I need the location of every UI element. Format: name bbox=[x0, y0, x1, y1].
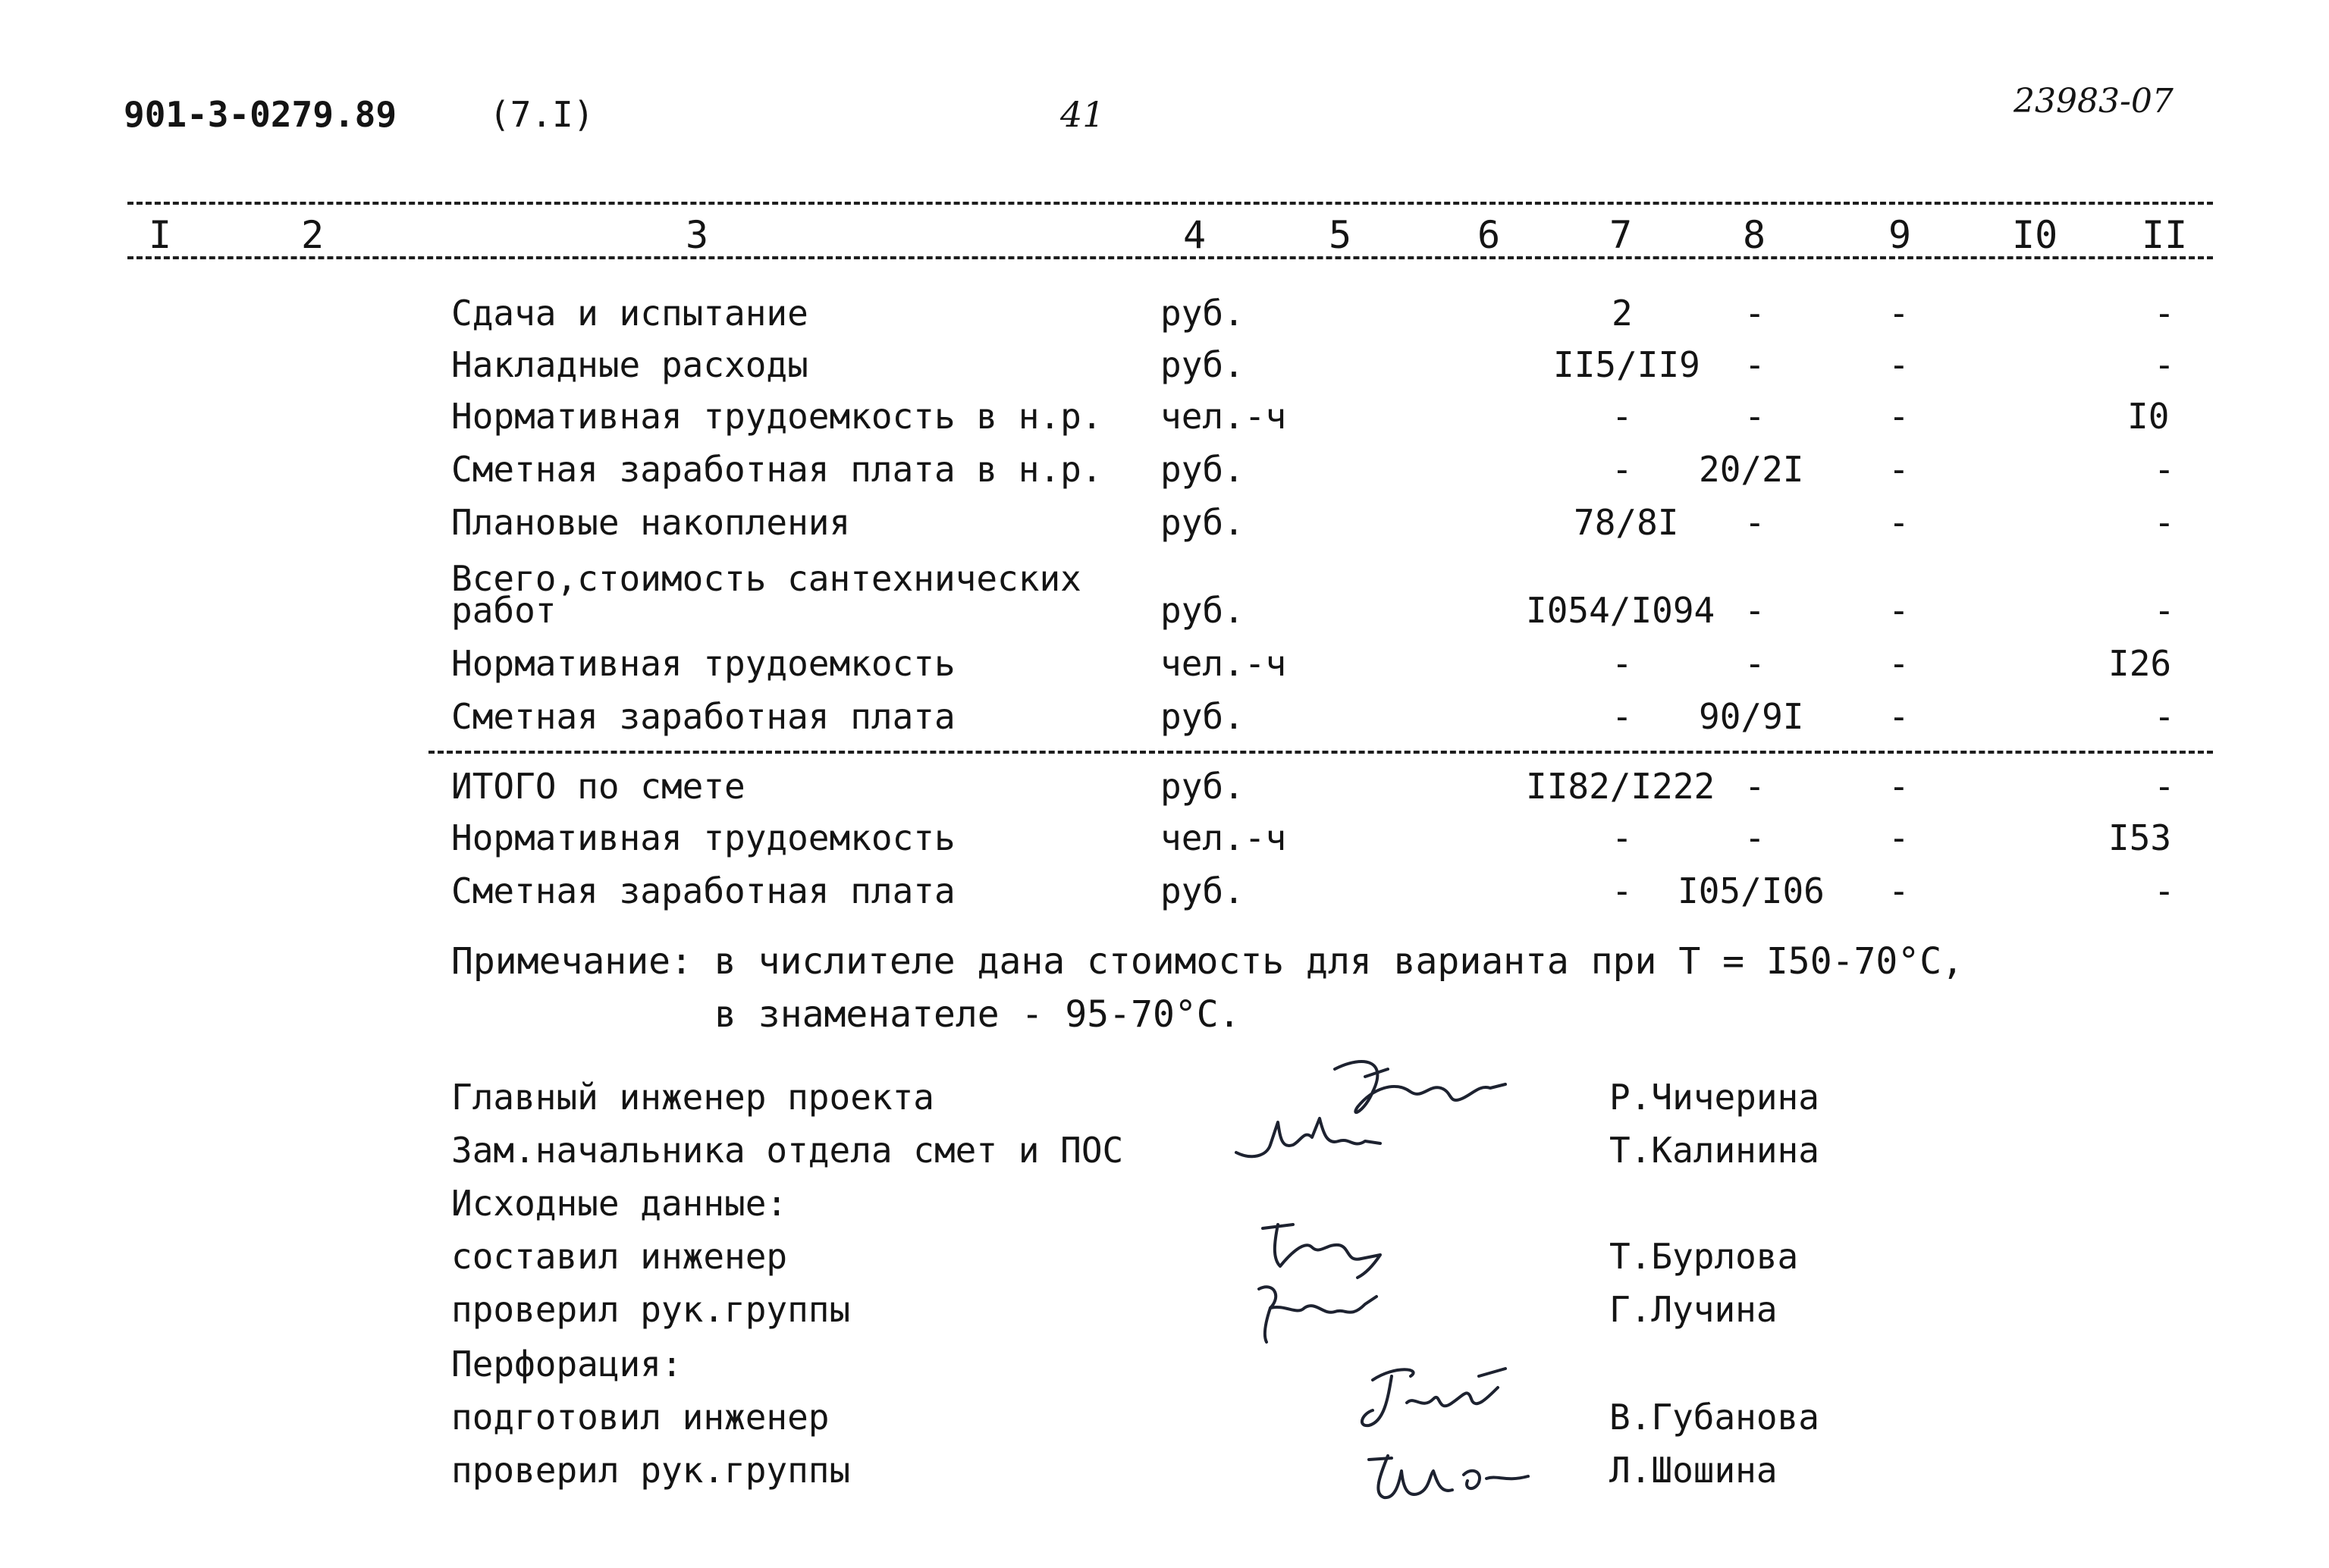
column-number: 6 bbox=[1477, 213, 1501, 257]
prepared-by-role: подготовил инженер bbox=[451, 1397, 830, 1438]
row-col9-value: - bbox=[1888, 696, 1910, 737]
header-bottom-rule bbox=[127, 256, 2213, 259]
column-number: 3 bbox=[686, 213, 709, 257]
row-col8-value: - bbox=[1744, 396, 1766, 437]
deputy-head-name: Т.Калинина bbox=[1609, 1130, 1819, 1171]
compiled-by-role: составил инженер bbox=[451, 1236, 788, 1277]
row-label: Сметная заработная плата в н.р. bbox=[451, 449, 1103, 490]
checked-by-role: проверил рук.группы bbox=[451, 1289, 851, 1330]
row-col8-value: - bbox=[1744, 817, 1766, 858]
header-top-rule bbox=[127, 202, 2213, 205]
row-unit: чел.-ч bbox=[1160, 396, 1287, 437]
table-row bbox=[0, 766, 2329, 814]
table-row bbox=[0, 293, 2329, 341]
row-col11-value: - bbox=[2154, 766, 2175, 807]
section-number: (7.I) bbox=[489, 94, 595, 135]
row-label-continuation: работ bbox=[451, 590, 557, 631]
row-label: Сметная заработная плата bbox=[451, 870, 956, 911]
page-number: 41 bbox=[1060, 94, 1105, 135]
table-row bbox=[0, 449, 2329, 497]
perforation-heading: Перфорация: bbox=[451, 1344, 683, 1385]
row-col7-value: I054/I094 bbox=[1526, 590, 1715, 631]
row-col11-value: - bbox=[2154, 502, 2175, 543]
document-code: 901-3-0279.89 bbox=[124, 94, 397, 135]
column-number: 9 bbox=[1888, 213, 1912, 257]
row-col11-value: - bbox=[2154, 590, 2175, 631]
row-col7-value: - bbox=[1612, 817, 1633, 858]
row-col8-value: - bbox=[1744, 590, 1766, 631]
column-number: 8 bbox=[1743, 213, 1766, 257]
row-col8-value: - bbox=[1744, 766, 1766, 807]
note-line-2: в знаменателе - 95-70°С. bbox=[714, 993, 1241, 1036]
row-label: Нормативная трудоемкость bbox=[451, 817, 956, 858]
row-col7-value: II82/I222 bbox=[1526, 766, 1715, 807]
row-col11-value: - bbox=[2154, 870, 2175, 911]
row-col8-value: - bbox=[1744, 293, 1766, 334]
row-col9-value: - bbox=[1888, 293, 1910, 334]
row-col11-value: - bbox=[2154, 696, 2175, 737]
row-col9-value: - bbox=[1888, 344, 1910, 385]
chief-engineer-name: Р.Чичерина bbox=[1609, 1077, 1819, 1118]
row-col7-value: 2 bbox=[1612, 293, 1633, 334]
row-col7-value: - bbox=[1612, 449, 1633, 490]
row-col7-value: II5/II9 bbox=[1553, 344, 1700, 385]
row-col9-value: - bbox=[1888, 766, 1910, 807]
table-row bbox=[0, 643, 2329, 691]
total-separator-rule bbox=[428, 751, 2213, 754]
signature-luchina bbox=[1244, 1274, 1395, 1350]
signature-kalinina bbox=[1229, 1107, 1426, 1175]
row-col9-value: - bbox=[1888, 817, 1910, 858]
table-row bbox=[0, 817, 2329, 866]
row-unit: руб. bbox=[1160, 590, 1245, 631]
row-unit: руб. bbox=[1160, 502, 1245, 543]
row-col8-value: - bbox=[1744, 502, 1766, 543]
checked-by-2-name: Л.Шошина bbox=[1609, 1450, 1778, 1491]
column-number: 4 bbox=[1183, 213, 1207, 257]
row-label: Нормативная трудоемкость bbox=[451, 643, 956, 684]
inventory-number: 23983-07 bbox=[2014, 82, 2174, 121]
checked-by-2-role: проверил рук.группы bbox=[451, 1450, 851, 1491]
row-col8-value: 20/2I bbox=[1699, 449, 1804, 490]
row-label: Плановые накопления bbox=[451, 502, 851, 543]
table-row bbox=[0, 696, 2329, 745]
table-row bbox=[0, 396, 2329, 444]
row-unit: чел.-ч bbox=[1160, 817, 1287, 858]
row-col7-value: - bbox=[1612, 870, 1633, 911]
source-data-heading: Исходные данные: bbox=[451, 1183, 788, 1224]
column-number: 5 bbox=[1329, 213, 1352, 257]
row-col8-value: - bbox=[1744, 643, 1766, 684]
row-unit: руб. bbox=[1160, 696, 1245, 737]
column-number: II bbox=[2142, 213, 2188, 257]
row-col9-value: - bbox=[1888, 502, 1910, 543]
row-col7-value: - bbox=[1612, 396, 1633, 437]
table-row bbox=[0, 870, 2329, 919]
signature-shoshina bbox=[1358, 1437, 1540, 1513]
chief-engineer-role: Главный инженер проекта bbox=[451, 1077, 934, 1118]
row-col9-value: - bbox=[1888, 870, 1910, 911]
row-label: Сдача и испытание bbox=[451, 293, 808, 334]
row-col8-value: I05/I06 bbox=[1678, 870, 1825, 911]
row-unit: руб. bbox=[1160, 344, 1245, 385]
row-col11-value: I53 bbox=[2108, 817, 2172, 858]
row-col8-value: - bbox=[1744, 344, 1766, 385]
row-unit: руб. bbox=[1160, 293, 1245, 334]
table-row bbox=[0, 558, 2329, 637]
row-col7-value: 78/8I bbox=[1574, 502, 1679, 543]
row-col11-value: - bbox=[2154, 293, 2175, 334]
row-col7-value: - bbox=[1612, 643, 1633, 684]
table-row bbox=[0, 344, 2329, 393]
column-number: 2 bbox=[301, 213, 325, 257]
row-unit: руб. bbox=[1160, 870, 1245, 911]
row-col11-value: I26 bbox=[2108, 643, 2172, 684]
row-label: Нормативная трудоемкость в н.р. bbox=[451, 396, 1103, 437]
table-row bbox=[0, 502, 2329, 550]
deputy-head-role: Зам.начальника отдела смет и ПОС bbox=[451, 1130, 1124, 1171]
row-col9-value: - bbox=[1888, 449, 1910, 490]
column-number: I bbox=[149, 213, 172, 257]
prepared-by-name: В.Губанова bbox=[1609, 1397, 1819, 1438]
signature-gubanova bbox=[1350, 1357, 1524, 1441]
column-number: I0 bbox=[2012, 213, 2058, 257]
column-number: 7 bbox=[1609, 213, 1633, 257]
row-unit: руб. bbox=[1160, 449, 1245, 490]
row-col11-value: - bbox=[2154, 344, 2175, 385]
note-line-1: Примечание: в числителе дана стоимость для варианта при Т = I50-70°С, bbox=[451, 940, 1963, 983]
row-col9-value: - bbox=[1888, 590, 1910, 631]
checked-by-name: Г.Лучина bbox=[1609, 1289, 1778, 1330]
row-col7-value: - bbox=[1612, 696, 1633, 737]
row-col9-value: - bbox=[1888, 643, 1910, 684]
row-label: ИТОГО по смете bbox=[451, 766, 745, 807]
row-unit: руб. bbox=[1160, 766, 1245, 807]
row-unit: чел.-ч bbox=[1160, 643, 1287, 684]
row-label: Накладные расходы bbox=[451, 344, 808, 385]
row-col8-value: 90/9I bbox=[1699, 696, 1804, 737]
row-col11-value: - bbox=[2154, 449, 2175, 490]
row-col9-value: - bbox=[1888, 396, 1910, 437]
signature-burlova bbox=[1251, 1213, 1403, 1281]
compiled-by-name: Т.Бурлова bbox=[1609, 1236, 1799, 1277]
row-col11-value: I0 bbox=[2127, 396, 2170, 437]
row-label: Сметная заработная плата bbox=[451, 696, 956, 737]
row-label: Всего,стоимость сантехнических bbox=[451, 558, 1081, 599]
